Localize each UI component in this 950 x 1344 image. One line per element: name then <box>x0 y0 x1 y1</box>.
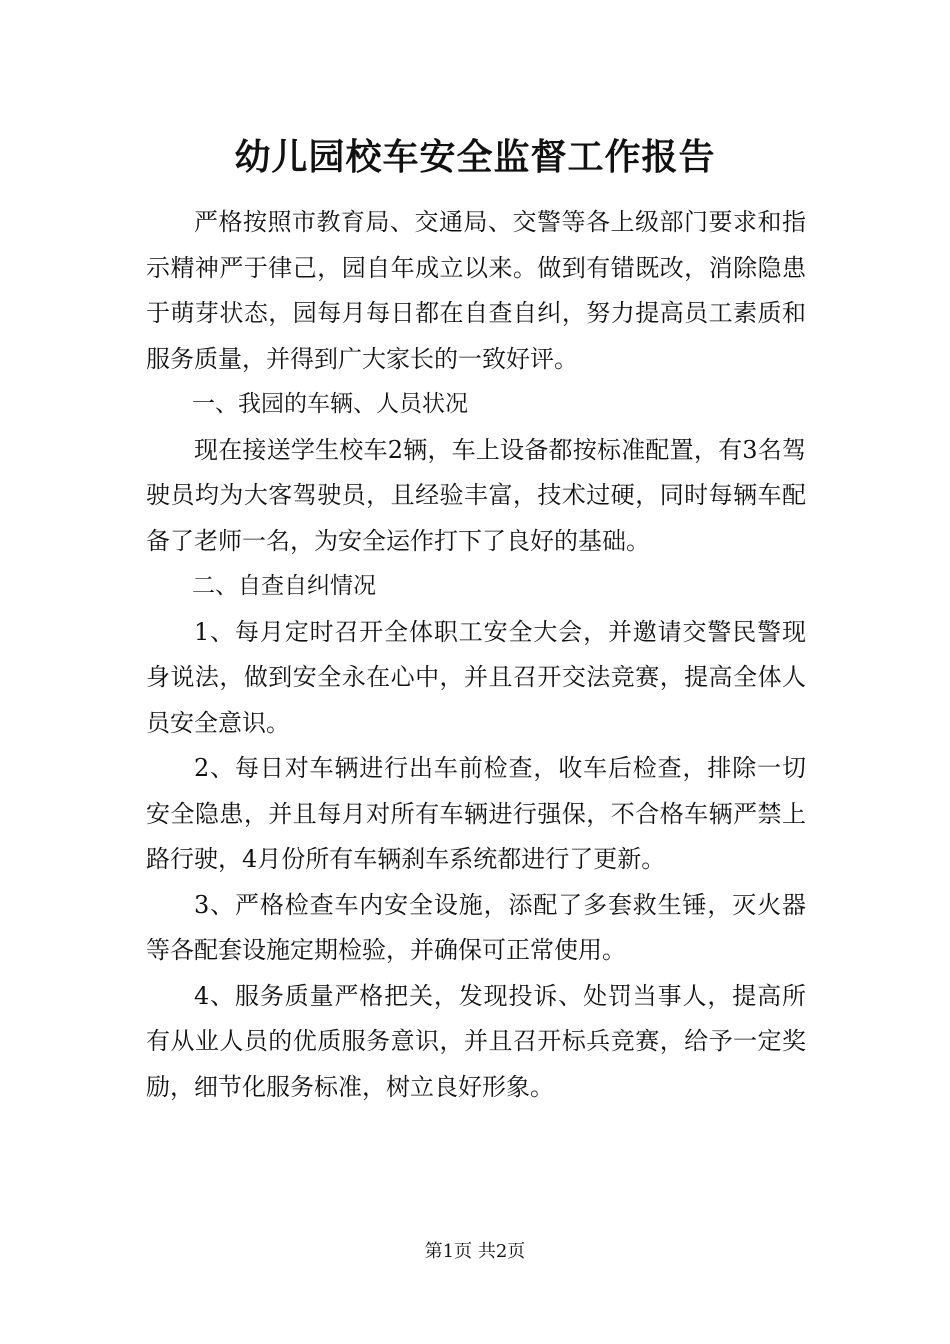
list-item: 2、每日对车辆进行出车前检查，收车后检查，排除一切安全隐患，并且每月对所有车辆进行强保，不合格车辆严禁上路行驶，4月份所有车辆刹车系统都进行了更新。 <box>146 754 806 873</box>
list-item: 3、严格检查车内安全设施，添配了多套救生锤，灭火器等各配套设施定期检验，并确保可正常使用。 <box>146 890 806 964</box>
intro-paragraph: 严格按照市教育局、交通局、交警等各上级部门要求和指示精神严于律己，园自年成立以来。做到有错既改，消除隐患于萌芽状态，园每月每日都在自查自纠，努力提高员工素质和服务质量，并得到广大家长的一致好评。 <box>146 208 806 373</box>
document-title: 幼儿园校车安全监督工作报告 <box>234 136 716 178</box>
section-heading-vehicles: 一、我园的车辆、人员状况 <box>192 391 468 417</box>
document-body <box>146 200 806 1110</box>
list-item: 1、每月定时召开全体职工安全大会，并邀请交警民警现身说法，做到安全永在心中，并且召开交法竞赛，提高全体人员安全意识。 <box>146 617 806 737</box>
section-paragraph-vehicles: 现在接送学生校车2辆，车上设备都按标准配置，有3名驾驶员均为大客驾驶员，且经验丰富，技术过硬，同时每辆车配备了老师一名，为安全运作打下了良好的基础。 <box>146 435 806 555</box>
page-footer: 第1页 共2页 <box>424 1241 526 1262</box>
section-heading-self-inspection: 二、自查自纠情况 <box>192 573 376 599</box>
list-item: 4、服务质量严格把关，发现投诉、处罚当事人，提高所有从业人员的优质服务意识，并且召开标兵竞赛，给予一定奖励，细节化服务标准，树立良好形象。 <box>146 981 806 1101</box>
